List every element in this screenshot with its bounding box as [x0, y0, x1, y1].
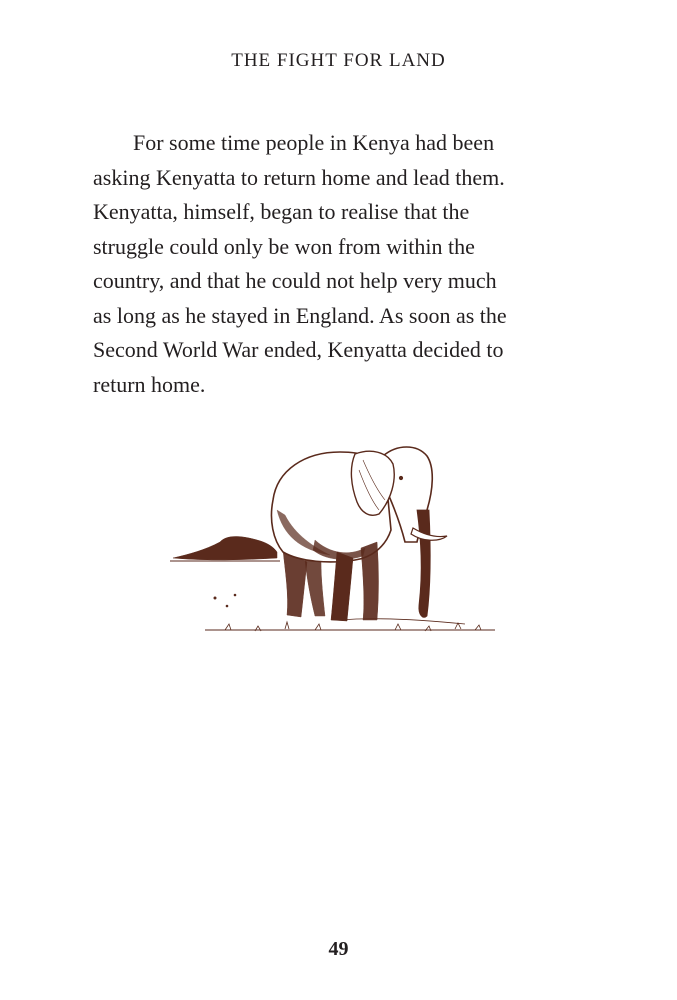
paragraph-line-4: struggle could only be won from within the [93, 233, 475, 259]
acacia-tree-icon [173, 537, 277, 560]
paragraph-line-6: as long as he stayed in England. As soon as the [93, 302, 507, 328]
paragraph-line-5: country, and that he could not help very much [93, 268, 497, 293]
paragraph-line-1: For some time people in Kenya had been [133, 130, 495, 155]
paragraph-line-3: Kenyatta, himself, began to realise that the [93, 199, 470, 224]
running-head-title: THE FIGHT FOR LAND [231, 50, 446, 71]
body-paragraph [93, 126, 593, 402]
elephant-illustration [165, 430, 515, 650]
paragraph-line-8: return home. [93, 371, 206, 397]
paragraph-line-7: Second World War ended, Kenyatta decided to [93, 337, 504, 362]
page-number: 49 [328, 938, 349, 960]
paragraph-line-2: asking Kenyatta to return home and lead them. [93, 164, 505, 190]
